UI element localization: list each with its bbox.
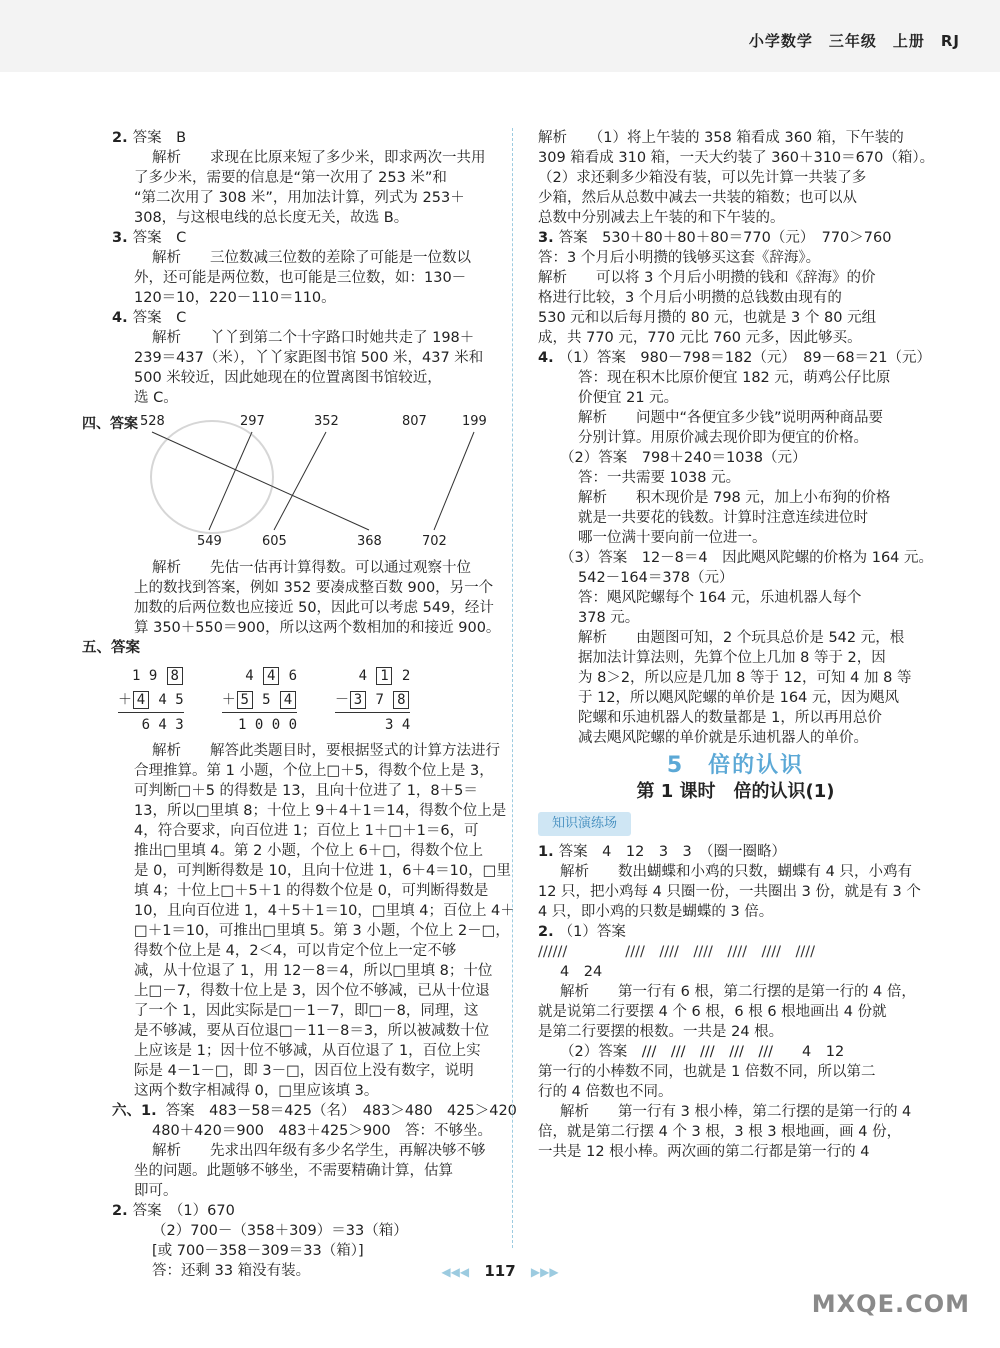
line-text: 解析 数出蝴蝶和小鸡的只数，蝴蝶有 4 只，小鸡有 (560, 864, 912, 880)
right-column (538, 128, 933, 1162)
text-line (538, 568, 933, 588)
line-text: □＋1＝10，可推出□里填 5。第 3 小题，个位上 2－□， (134, 923, 510, 939)
line-text: 了一个 1，因此实际是□－1－7，即□－8，同理，这 (134, 1003, 479, 1019)
section-five-label: 五、答案 (82, 640, 140, 656)
text-line (112, 578, 492, 598)
text-line (538, 528, 933, 548)
line-text: 分别计算。用原价减去现价即为便宜的价格。 (578, 430, 868, 446)
line-text: 上的数找到答案，例如 352 要凑成整百数 900，另一个 (134, 580, 494, 596)
chapter-title: 5 倍的认识 (666, 753, 805, 778)
text-line (538, 428, 933, 448)
line-text: 格进行比较，3 个月后小明攒的总钱数由现有的 (538, 290, 842, 306)
line-text: 500 米较近，因此她现在的位置离图书馆较近， (134, 370, 442, 386)
line-text: 答：3 个月后小明攒的钱够买这套《辞海》。 (538, 250, 821, 266)
line-text: 308，与这根电线的总长度无关，故选 B。 (134, 210, 409, 226)
line-text: 得数个位上是 4，2＜4，可以肯定个位上一定不够 (134, 943, 457, 959)
page-number-text: 117 (484, 1262, 516, 1280)
line-text: 答案 C (132, 310, 187, 326)
line-text: 成，共 770 元，770 元比 760 元多，因此够买。 (538, 330, 862, 346)
line-text: 减去飓风陀螺的单价就是乐迪机器人的单价。 (578, 730, 868, 746)
lesson-title: 第 1 课时 倍的认识(1) (636, 781, 835, 802)
line-text: 行的 4 倍数也不同。 (538, 1084, 673, 1100)
text-line (538, 468, 933, 488)
line-text: 解析 问题中“各便宜多少钱”说明两种商品要 (578, 410, 884, 426)
line-text: 答案 （1）670 (132, 1203, 235, 1219)
text-line (538, 328, 933, 348)
line-text: 答：一共需要 1038 元。 (578, 470, 741, 486)
text-line (112, 168, 492, 188)
line-text: 12 只，把小鸡每 4 只圈一份，一共圈出 3 份，就是有 3 个 (538, 884, 921, 900)
text-line (538, 128, 933, 148)
prev-arrows-icon: ◀◀◀ (441, 1265, 470, 1279)
line-text: 答案 B (132, 130, 187, 146)
line-text: 答：飓风陀螺每个 164 元，乐迪机器人每个 (578, 590, 862, 606)
line-text: 239＝437（米），丫丫家距图书馆 500 米，437 米和 (134, 350, 484, 366)
text-line (538, 862, 933, 882)
text-line (112, 1121, 492, 1141)
vertical-calc-2: 4 4 6 ＋ 5 5 4 1 0 0 0 (222, 664, 297, 737)
text-line (112, 1241, 492, 1261)
question-number: 4. (112, 310, 133, 326)
line-text: 可判断□＋5 的得数是 13，且向十位进了 1，8＋5＝ (134, 783, 478, 799)
line-text: 陀螺和乐迪机器人的数量都是 1，所以再用总价 (578, 710, 882, 726)
line-text: 了多少米，需要的信息是“第一次用了 253 米”和 (134, 170, 447, 186)
text-line (112, 368, 492, 388)
line-text: 是不够减，要从百位退□－11－8＝3，所以被减数十位 (134, 1023, 490, 1039)
text-line (538, 188, 933, 208)
text-line (538, 648, 933, 668)
text-line (538, 962, 933, 982)
text-line (112, 558, 492, 578)
text-line (112, 388, 492, 408)
line-text: （2）求还剩多少箱没有装，可以先计算一共装了多 (538, 170, 867, 186)
line-text: 这两个数字相减得 0，□里应该填 3。 (134, 1083, 379, 1099)
text-line (538, 982, 933, 1002)
bottom-number: 605 (262, 534, 287, 549)
line-text: 13，所以□里填 8；十位上 9＋4＋1＝14，得数个位上是 (134, 803, 507, 819)
text-line (112, 618, 501, 638)
text-line (112, 961, 492, 981)
text-line (538, 1122, 933, 1142)
line-text: 480＋420＝900 483＋425＞900 答：不够坐。 (152, 1123, 493, 1139)
text-line (538, 1002, 933, 1022)
text-line (112, 741, 500, 761)
text-line (538, 168, 933, 188)
column-divider (512, 128, 514, 1248)
line-text: 第一行的小棒数不同，也就是 1 倍数不同，所以第二 (538, 1064, 876, 1080)
bottom-number: 702 (422, 534, 447, 549)
line-text: 解析 三位数减三位数的差除了可能是一位数以 (152, 250, 471, 266)
text-line (538, 1042, 933, 1062)
text-line (112, 1001, 492, 1021)
section-four-label: 四、答案 (82, 416, 138, 432)
text-line (112, 1061, 492, 1081)
page-number (0, 1262, 1000, 1280)
text-line (112, 1141, 492, 1161)
text-line (112, 941, 492, 961)
top-number: 528 (140, 414, 165, 429)
text-line (538, 208, 933, 228)
line-text: （1）答案 980－798＝182（元） 89－68＝21（元） (558, 350, 932, 366)
text-line (538, 1142, 933, 1162)
line-text: 解析 第一行有 6 根，第二行摆的是第一行的 4 倍， (560, 984, 916, 1000)
line-text: 解析 丫丫到第二个十字路口时她共走了 198＋ (152, 330, 475, 346)
text-line (538, 882, 933, 902)
line-text: 填 4；十位上□＋5＋1 的得数个位是 0，可判断得数是 (134, 883, 489, 899)
question-number: 2. (538, 924, 559, 940)
line-text: ////// //// //// //// //// //// //// (538, 944, 816, 960)
line-text: 答案 4 12 3 3 （圈一圈略） (558, 844, 787, 860)
question-number: 1. (538, 844, 559, 860)
line-text: 就是说第二行要摆 4 个 6 根，6 根 6 根地画出 4 份就 (538, 1004, 887, 1020)
line-text: 总数中分别减去上午装的和下午装的。 (538, 210, 785, 226)
text-line (112, 288, 492, 308)
text-line (112, 881, 492, 901)
text-line (112, 248, 492, 268)
text-line (538, 668, 933, 688)
question-number: 3. (538, 230, 559, 246)
line-text: 答案 483－58＝425（名） 483＞480 425＞420 (165, 1103, 517, 1119)
line-text: 答案 C (132, 230, 187, 246)
question-number: 2. (112, 1203, 133, 1219)
line-text: 解析 解答此类题目时，要根据竖式的计算方法进行 (152, 743, 500, 759)
line-text: 解析 先估一估再计算得数。可以通过观察十位 (152, 560, 471, 576)
line-text: 解析 积木现价是 798 元，加上小布狗的价格 (578, 490, 891, 506)
text-line (112, 1201, 492, 1221)
text-line (538, 1102, 933, 1122)
text-line (538, 408, 933, 428)
text-line (538, 488, 933, 508)
line-text: 530 元和以后每月攒的 80 元，也就是 3 个 80 元组 (538, 310, 877, 326)
text-line (538, 628, 933, 648)
text-line (538, 368, 933, 388)
question-number: 4. (538, 350, 559, 366)
line-text: 378 元。 (578, 610, 640, 626)
line-text: 坐的问题。此题够不够坐，不需要精确计算，估算 (134, 1163, 453, 1179)
text-line (112, 981, 492, 1001)
match-line (274, 432, 326, 530)
text-line (538, 148, 933, 168)
text-line (538, 922, 933, 942)
book-title: 小学数学 三年级 上册 RJ (748, 32, 960, 50)
text-line (112, 1181, 492, 1201)
vertical-calc-1: 1 9 8 ＋ 4 4 5 6 4 3 (118, 664, 184, 737)
line-text: 解析 （1）将上午装的 358 箱看成 360 箱，下午装的 (538, 130, 904, 146)
text-line (538, 548, 933, 568)
top-number: 352 (314, 414, 339, 429)
line-text: 309 箱看成 310 箱，一天大约装了 360＋310＝670（箱）。 (538, 150, 935, 166)
text-line (112, 841, 492, 861)
question-number: 3. (112, 230, 133, 246)
bottom-number: 549 (197, 534, 222, 549)
page-header (0, 0, 1000, 72)
line-text: 少箱，然后从总数中减去一共装的箱数；也可以从 (538, 190, 857, 206)
bottom-number: 368 (357, 534, 382, 549)
line-text: 答：现在积木比原价便宜 182 元，萌鸡公仔比原 (578, 370, 891, 386)
line-text: 上□－7，得数十位上是 3，因个位不够减，已从十位退 (134, 983, 490, 999)
text-line (538, 508, 933, 528)
line-text: 542－164＝378（元） (578, 570, 734, 586)
next-arrows-icon: ▶▶▶ (530, 1265, 559, 1279)
text-line (112, 1101, 517, 1121)
line-text: 算 350＋550＝900，所以这两个数相加的和接近 900。 (134, 620, 501, 636)
line-text: [或 700－358－309＝33（箱）] (152, 1243, 364, 1259)
text-line (112, 1081, 492, 1101)
text-line (112, 801, 507, 821)
text-line (112, 761, 492, 781)
line-text: 外，还可能是两位数，也可能是三位数，如：130－ (134, 270, 467, 286)
line-text: 际是 4－1－□，即 3－□，因百位上没有数字，说明 (134, 1063, 474, 1079)
text-line (538, 348, 933, 368)
line-text: （1）答案 (558, 924, 626, 940)
text-line (538, 842, 933, 862)
text-line (112, 1161, 492, 1181)
line-text: 4，符合要求，向百位进 1；百位上 1＋□＋1＝6，可 (134, 823, 479, 839)
line-text: 解析 先求出四年级有多少名学生，再解决够不够 (152, 1143, 486, 1159)
line-text: 解析 求现在比原来短了多少米，即求两次一共用 (152, 150, 486, 166)
text-line (112, 901, 515, 921)
text-line (112, 821, 492, 841)
text-line (538, 308, 933, 328)
line-text: 解析 可以将 3 个月后小明攒的钱和《辞海》的价 (538, 270, 876, 286)
text-line (538, 902, 933, 922)
line-text: 即可。 (134, 1183, 178, 1199)
line-text: “第二次用了 308 米”，用加法计算，列式为 253＋ (134, 190, 465, 206)
line-text: 上应该是 1；因十位不够减，从百位退了 1，百位上实 (134, 1043, 481, 1059)
text-line (112, 128, 492, 148)
stamp-watermark (150, 420, 274, 534)
line-text: 就是一共要花的钱数。计算时注意连续进位时 (578, 510, 868, 526)
text-line (538, 388, 933, 408)
line-text: 为 8＞2，所以应是几加 8 等于 12，可知 4 加 8 等 (578, 670, 912, 686)
text-line (538, 728, 933, 748)
line-text: 答：还剩 33 箱没有装。 (152, 1263, 311, 1279)
line-text: 是第二行要摆的根数。一共是 24 根。 (538, 1024, 784, 1040)
match-line (434, 432, 474, 530)
text-line (112, 1221, 492, 1241)
text-line (112, 348, 492, 368)
line-text: 4 只，即小鸡的只数是蝴蝶的 3 倍。 (538, 904, 774, 920)
text-line (538, 1022, 933, 1042)
text-line (112, 308, 492, 328)
text-line (538, 248, 933, 268)
vertical-calc-3: 4 1 2 － 3 7 8 3 4 (335, 664, 410, 737)
line-text: 解析 第一行有 3 根小棒，第二行摆的是第一行的 4 (560, 1104, 912, 1120)
line-text: （2）700－（358＋309）＝33（箱） (152, 1223, 408, 1239)
question-number: 六、1. (112, 1103, 162, 1119)
line-text: 一共是 12 根小棒。两次画的第二行都是第一行的 4 (538, 1144, 870, 1160)
line-text: 解析 由题图可知，2 个玩具总价是 542 元，根 (578, 630, 905, 646)
line-text: （2）答案 798＋240＝1038（元） (560, 450, 807, 466)
question-number: 2. (112, 130, 133, 146)
line-text: 哪一位满十要向前一位进一。 (578, 530, 767, 546)
text-line (112, 208, 492, 228)
line-text: 是 0，可判断得数是 10，且向十位进 1，6＋4＝10，□里 (134, 863, 511, 879)
text-line (112, 328, 492, 348)
line-text: 合理推算。第 1 小题，个位上□＋5，得数个位上是 3， (134, 763, 494, 779)
text-line (538, 228, 933, 248)
line-text: 据加法计算法则，先算个位上几加 8 等于 2，因 (578, 650, 886, 666)
text-line (538, 708, 933, 728)
line-text: （3）答案 12－8＝4 因此飓风陀螺的价格为 164 元。 (560, 550, 934, 566)
line-text: 加数的后两位数也应接近 50，因此可以考虑 549，经计 (134, 600, 494, 616)
line-text: 减，从十位退了 1，用 12－8＝4，所以□里填 8；十位 (134, 963, 493, 979)
text-line (112, 188, 492, 208)
top-number: 807 (402, 414, 427, 429)
text-line (538, 942, 933, 962)
line-text: 推出□里填 4。第 2 小题，个位上 6＋□，得数个位上 (134, 843, 484, 859)
top-number: 297 (240, 414, 265, 429)
line-text: 10，且向百位进 1，4＋5＋1＝10，□里填 4；百位上 4＋ (134, 903, 515, 919)
top-number: 199 (462, 414, 487, 429)
text-line (538, 1082, 933, 1102)
text-line (112, 1021, 492, 1041)
line-text: 倍，就是第二行摆 4 个 3 根，3 根 3 根地画，画 4 份， (538, 1124, 902, 1140)
text-line (112, 861, 511, 881)
text-line (112, 148, 492, 168)
text-line (112, 781, 492, 801)
text-line (538, 288, 933, 308)
line-text: 于 12，所以飓风陀螺的单价是 164 元，因为飓风 (578, 690, 899, 706)
line-text: 答案 530＋80＋80＋80＝770（元） 770＞760 (558, 230, 892, 246)
text-line (538, 448, 933, 468)
line-text: 120＝10，220－110＝110。 (134, 290, 336, 306)
text-line (112, 228, 492, 248)
line-text: 4 24 (560, 964, 603, 980)
vertical-calculations (112, 664, 492, 737)
text-line (112, 1041, 492, 1061)
practice-banner: 知识演练场 (538, 812, 631, 836)
text-line (538, 1062, 933, 1082)
line-text: （2）答案 /// /// /// /// /// 4 12 (560, 1044, 845, 1060)
line-text: 价便宜 21 元。 (578, 390, 679, 406)
text-line (112, 598, 492, 618)
text-line (112, 268, 492, 288)
site-watermark: MXQE.COM (811, 1290, 970, 1318)
text-line (538, 588, 933, 608)
text-line (112, 921, 510, 941)
text-line (538, 608, 933, 628)
text-line (538, 688, 933, 708)
text-line (538, 268, 933, 288)
line-text: 选 C。 (134, 390, 178, 406)
